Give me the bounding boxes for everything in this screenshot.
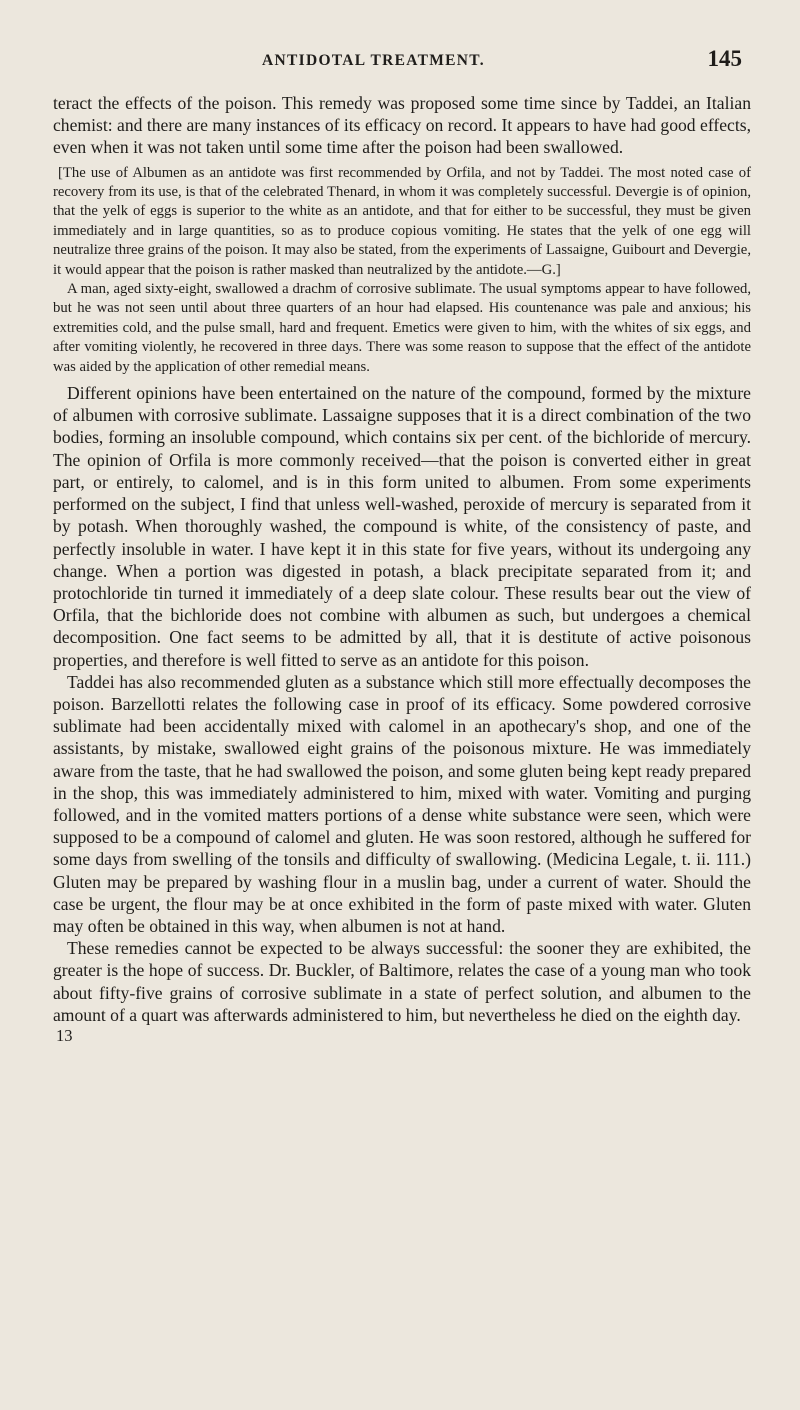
- page-number: 145: [707, 46, 742, 71]
- paragraph-compound-opinions: Different opinions have been entertained on the nature of the compound, formed by the mixture of albumen with corrosive sublimate. Lassaigne supposes that it is a direct combination of the two bodies, forming an insoluble compound, which contains six per cent. of the bichloride of mercury. The opinion of Orfila is more commonly received—that the poison is converted either in great part, or entirely, to calomel, and is in this form united to albumen. From some experiments performed on the subject, I find that unless well-washed, peroxide of mercury is separated from it by potash. When thoroughly washed, the compound is white, of the consistency of paste, and perfectly insoluble in water. I have kept it in this state for five years, without its undergoing any change. When a portion was digested in potash, a black precipitate separated from it; and protochloride tin turned it immediately of a deep slate colour. These results bear out the view of Orfila, that the bichloride does not combine with albumen as such, but undergoes a chemical decomposition. One fact seems to be admitted by all, that it is destitute of active poisonous properties, and therefore is well fitted to serve as an antidote for this poison.: [53, 383, 751, 670]
- signature-mark: 13: [56, 1025, 73, 1045]
- paragraph-gluten: Taddei has also recommended gluten as a substance which still more effectually decomposes the poison. Barzellotti relates the following case in proof of its efficacy. Some powdered corrosive sublimate had been accidentally mixed with calomel in an apothecary's shop, and one of the assistants, by mistake, swallowed eight grains of the poisonous mixture. He was immediately aware from the taste, that he had swallowed the poison, and some gluten being kept ready prepared in the shop, this was immediately administered to him, mixed with water. Vomiting and purging followed, and in the vomited matters portions of a dense white substance were seen, which were supposed to be a compound of calomel and gluten. He was soon restored, although he suffered for some days from swelling of the tonsils and difficulty of swallowing. (Medicina Legale, t. ii. 111.) Gluten may be prepared by washing flour in a muslin bag, under a current of water. Should the case be urgent, the flour may be at once exhibited in the form of paste mixed with water. Gluten may often be obtained in this way, when albumen is not at hand.: [53, 671, 751, 936]
- paragraph-continuation: teract the effects of the poison. This remedy was proposed some time since by Taddei, an Italian chemist: and there are many instances of its efficacy on record. It appears to have had good effects, even when it was not taken until some time after the poison had been swallowed.: [53, 93, 751, 158]
- page-body: [53, 92, 751, 1046]
- running-title: ANTIDOTAL TREATMENT.: [262, 52, 485, 69]
- editor-note-albumen: [The use of Albumen as an antidote was first recommended by Orfila, and not by Taddei. The most noted case of recovery from its use, is that of the celebrated Thenard, in whom it was completely successful. Devergie is of opinion, that the yelk of eggs is superior to the white as an antidote, and that for either to be successful, they must be given immediately and in large quantities, so as to produce copious vomiting. He states that the yelk of one egg will neutralize three grains of the poison. It may also be stated, from the experiments of Lassaigne, Guibourt and Devergie, it would appear that the poison is rather masked than neutralized by the antidote.—G.]: [53, 164, 751, 278]
- paragraph-remedies-success: These remedies cannot be expected to be always successful: the sooner they are exhibited, the greater is the hope of success. Dr. Buckler, of Baltimore, relates the case of a young man who took about fifty-five grains of corrosive sublimate in a state of perfect solution, and albumen to the amount of a quart was afterwards administered to him, but nevertheless he died on the eighth day.: [53, 938, 751, 1025]
- case-report-albumen: A man, aged sixty-eight, swallowed a drachm of corrosive sublimate. The usual symptoms appear to have followed, but he was not seen until about three quarters of an hour had elapsed. His countenance was pale and anxious; his extremities cold, and the pulse small, hard and frequent. Emetics were given to him, with the whites of six eggs, and after vomiting violently, he recovered in three days. There was some reason to suppose that the effect of the antidote was aided by the application of other remedial means.: [53, 281, 751, 375]
- page-header: [262, 46, 742, 80]
